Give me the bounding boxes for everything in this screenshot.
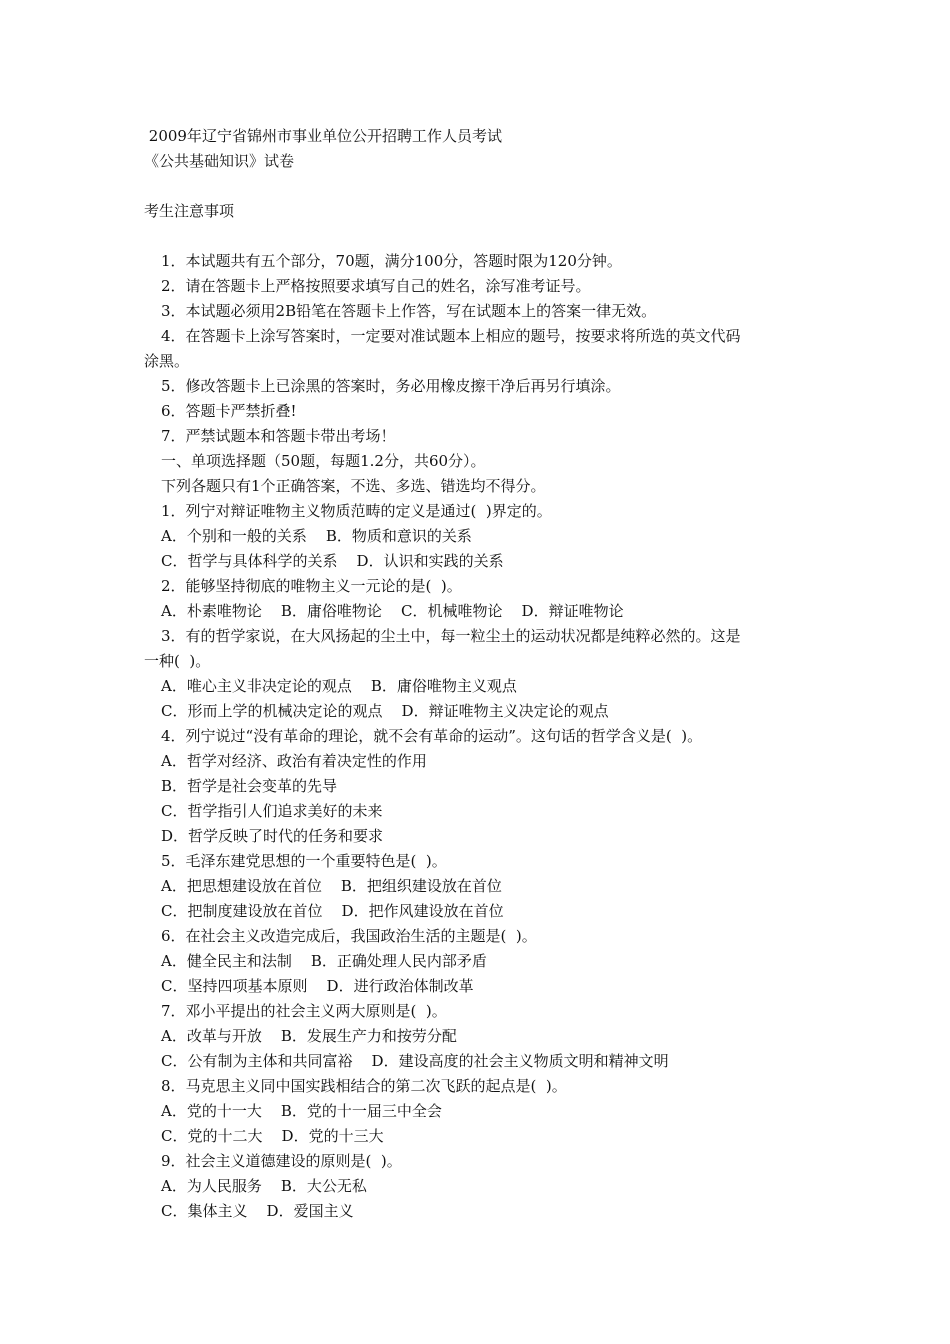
option-line: C．哲学指引人们追求美好的未来 bbox=[161, 802, 383, 820]
option-line: B．哲学是社会变革的先导 bbox=[161, 777, 338, 795]
option-line: C．党的十二大 D．党的十三大 bbox=[161, 1127, 384, 1145]
option-line: C．哲学与具体科学的关系 D．认识和实践的关系 bbox=[161, 552, 504, 570]
exam-title-line1: 2009年辽宁省锦州市事业单位公开招聘工作人员考试 bbox=[144, 127, 502, 145]
question-line: 5．毛泽东建党思想的一个重要特色是( )。 bbox=[161, 852, 447, 870]
option-line: A．把思想建设放在首位 B．把组织建设放在首位 bbox=[161, 877, 502, 895]
notice-heading: 考生注意事项 bbox=[144, 202, 235, 220]
spacer bbox=[144, 174, 812, 199]
option-line: A．哲学对经济、政治有着决定性的作用 bbox=[161, 752, 427, 770]
option-line: C．集体主义 D．爱国主义 bbox=[161, 1202, 354, 1220]
option-line: A．唯心主义非决定论的观点 B．庸俗唯物主义观点 bbox=[161, 677, 517, 695]
notice-item: 7．严禁试题本和答题卡带出考场！ bbox=[161, 427, 396, 445]
question-line: 4．列宁说过“没有革命的理论，就不会有革命的运动”。这句话的哲学含义是( )。 bbox=[161, 727, 703, 745]
option-line: A．党的十一大 B．党的十一届三中全会 bbox=[161, 1102, 442, 1120]
option-line: A．健全民主和法制 B．正确处理人民内部矛盾 bbox=[161, 952, 487, 970]
option-line: C．形而上学的机械决定论的观点 D．辩证唯物主义决定论的观点 bbox=[161, 702, 609, 720]
question-line: 1．列宁对辩证唯物主义物质范畴的定义是通过( )界定的。 bbox=[161, 502, 552, 520]
notice-item: 6．答题卡严禁折叠! bbox=[161, 402, 297, 420]
question-line: 8．马克思主义同中国实践相结合的第二次飞跃的起点是( )。 bbox=[161, 1077, 567, 1095]
exam-title-line2: 《公共基础知识》试卷 bbox=[144, 152, 295, 170]
option-line: A．朴素唯物论 B．庸俗唯物论 C．机械唯物论 D．辩证唯物论 bbox=[161, 602, 624, 620]
spacer bbox=[144, 224, 812, 249]
question-line: 9．社会主义道德建设的原则是( )。 bbox=[161, 1152, 402, 1170]
option-line: A．个别和一般的关系 B．物质和意识的关系 bbox=[161, 527, 472, 545]
question-line-continued: 一种( )。 bbox=[144, 652, 211, 670]
question-line: 7．邓小平提出的社会主义两大原则是( )。 bbox=[161, 1002, 447, 1020]
section-instruction: 下列各题只有1个正确答案，不选、多选、错选均不得分。 bbox=[161, 477, 546, 495]
notice-item: 5．修改答题卡上已涂黑的答案时，务必用橡皮擦干净后再另行填涂。 bbox=[161, 377, 621, 395]
notice-item: 1．本试题共有五个部分，70题，满分100分，答题时限为120分钟。 bbox=[161, 252, 622, 270]
option-line: A．改革与开放 B．发展生产力和按劳分配 bbox=[161, 1027, 457, 1045]
notice-item: 4．在答题卡上涂写答案时，一定要对准试题本上相应的题号，按要求将所选的英文代码 bbox=[161, 327, 741, 345]
notice-item: 2．请在答题卡上严格按照要求填写自己的姓名，涂写准考证号。 bbox=[161, 277, 591, 295]
question-line: 6．在社会主义改造完成后，我国政治生活的主题是( )。 bbox=[161, 927, 537, 945]
notice-item: 3．本试题必须用2B铅笔在答题卡上作答，写在试题本上的答案一律无效。 bbox=[161, 302, 657, 320]
option-line: A．为人民服务 B．大公无私 bbox=[161, 1177, 367, 1195]
option-line: D．哲学反映了时代的任务和要求 bbox=[161, 827, 384, 845]
question-line: 3．有的哲学家说，在大风扬起的尘土中，每一粒尘土的运动状况都是纯粹必然的。这是 bbox=[161, 627, 741, 645]
option-line: C．坚持四项基本原则 D．进行政治体制改革 bbox=[161, 977, 474, 995]
notice-item-continued: 涂黑。 bbox=[144, 352, 190, 370]
section-title: 一、单项选择题（50题，每题1.2分，共60分）。 bbox=[161, 452, 486, 470]
option-line: C．把制度建设放在首位 D．把作风建设放在首位 bbox=[161, 902, 504, 920]
option-line: C．公有制为主体和共同富裕 D．建设高度的社会主义物质文明和精神文明 bbox=[161, 1052, 669, 1070]
document-body bbox=[144, 124, 812, 1224]
question-line: 2．能够坚持彻底的唯物主义一元论的是( )。 bbox=[161, 577, 462, 595]
